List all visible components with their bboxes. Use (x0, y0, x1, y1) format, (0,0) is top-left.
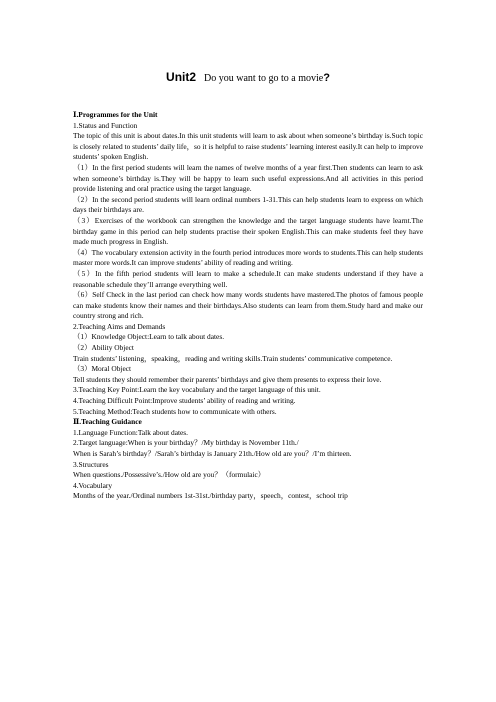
document-body (73, 110, 423, 502)
paragraph: 2.Teaching Aims and Demands (73, 321, 166, 331)
paragraph: （3）Moral Object (73, 364, 132, 374)
title-text: Do you want to go to a movie (204, 73, 324, 84)
paragraph: Train students’ listening，speaking，reading and writing skills.Train students’ communicative competence. (73, 353, 393, 363)
paragraph: 3.Structures (73, 459, 109, 469)
section-heading: Ⅰ.Programmes for the Unit (73, 110, 158, 119)
paragraph: （2）Ability Object (73, 343, 134, 353)
paragraph: Tell students they should remember their parents’ birthdays and give them presents to express their love. (73, 374, 382, 384)
paragraph: The topic of this unit is about dates.In this unit students will learn to ask about when someone’s birthday is.Such topic is closely related to students’ daily life，so it is helpful to raise students’ learning interest easily.It can help to improve students’ spoken English. (73, 131, 423, 162)
paragraph: （3）Exercises of the workbook can strengthen the knowledge and the target language students have learnt.The birthday game in this period can help students practise their spoken English.This can make students feel they have made much progress in English. (73, 215, 423, 247)
paragraph: （1）Knowledge Object:Learn to talk about dates. (73, 332, 225, 342)
title-question-mark: ? (323, 72, 330, 84)
paragraph: 1.Language Function:Talk about dates. (73, 427, 189, 437)
paragraph: Months of the year./Ordinal numbers 1st-31st./birthday party，speech，contest，school trip (73, 491, 348, 501)
paragraph: 3.Teaching Key Point:Learn the key vocabulary and the target language of this unit. (73, 385, 321, 395)
paragraph: （2）In the second period students will learn ordinal numbers 1-31.This can help students learn to express on which days their birthdays are. (73, 194, 423, 215)
section-heading: Ⅱ.Teaching Guidance (73, 417, 142, 427)
paragraph: （1）In the first period students will learn the names of twelve months of a year first.Then students can learn to ask when someone’s birthday is.They will be happy to learn such useful expressions.And all activities in this period provide listening and oral practice using the target language. (73, 162, 423, 194)
paragraph: 2.Target language:When is your birthday？/My birthday is November 11th./ (73, 438, 299, 448)
paragraph: When is Sarah’s birthday？/Sarah’s birthday is January 21th./How old are you？/I’m thirteen. (73, 449, 352, 458)
paragraph: When questions./Possessive’s./How old are you？（formulaic） (73, 470, 266, 480)
paragraph: 4.Vocabulary (73, 480, 113, 490)
paragraph: （5）In the fifth period students will learn to make a schedule.It can make students understand if they have a reasonable schedule they’ll arrange everything well. (73, 268, 423, 289)
title-unit: Unit2 (166, 70, 197, 84)
paragraph: 5.Teaching Method:Teach students how to communicate with others. (73, 406, 277, 416)
paragraph: （6）Self Check in the last period can check how many words students have mastered.The photos of famous people can make students know their names and their birthdays.Also students can learn from them.Study hard and make our country strong and rich. (73, 290, 423, 321)
paragraph: （4）The vocabulary extension activity in the fourth period introduces more words to students.This can help students master more words.It can improve students’ ability of reading and writing. (73, 247, 423, 268)
page-title (0, 68, 496, 86)
paragraph: 4.Teaching Difficult Point:Improve students’ ability of reading and writing. (73, 396, 296, 406)
paragraph: 1.Status and Function (73, 120, 138, 130)
